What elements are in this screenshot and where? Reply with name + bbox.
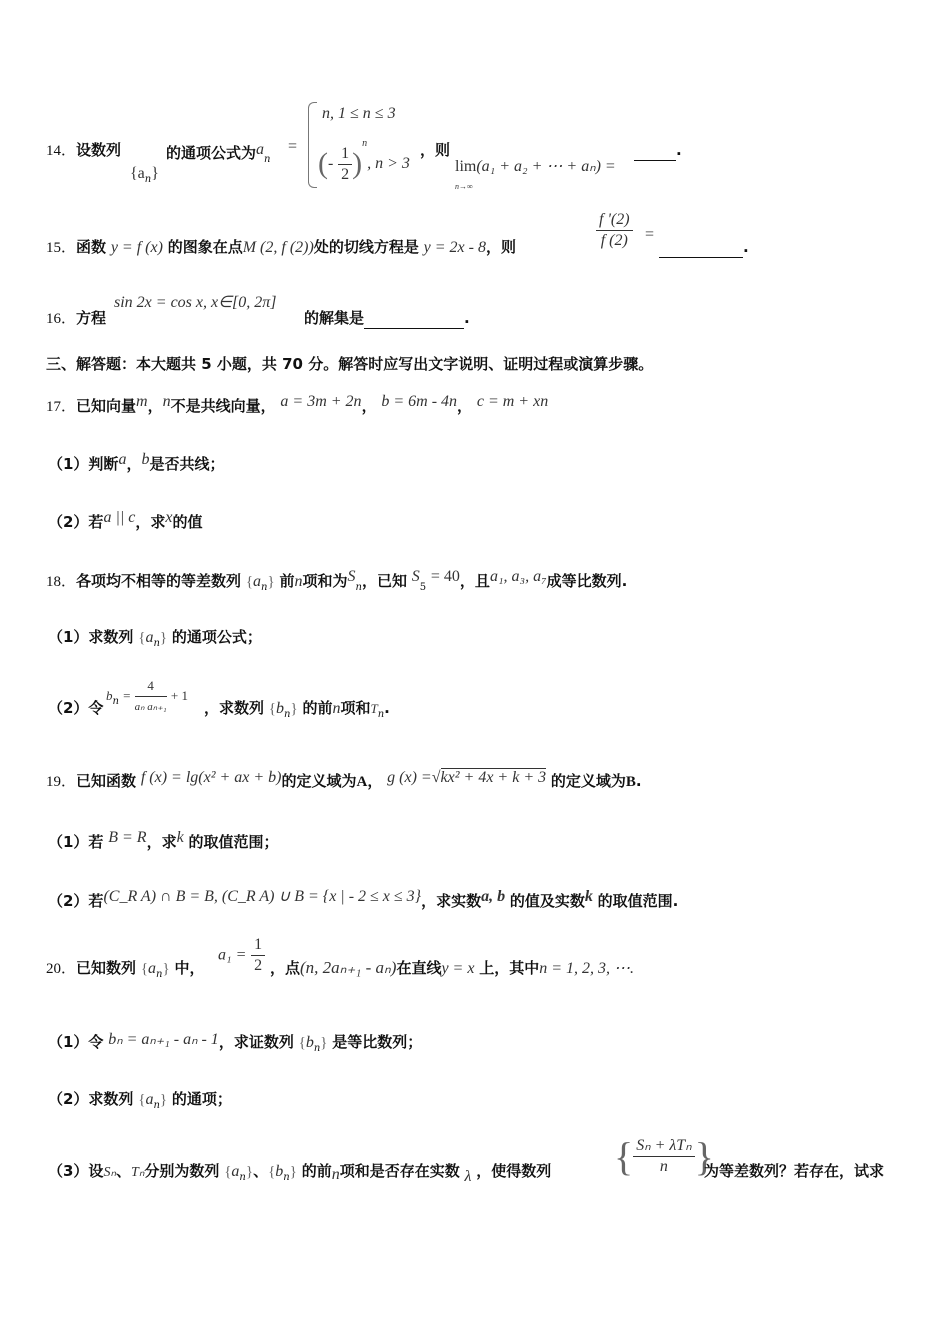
q14-case-2-fraction [338,144,352,185]
q20-nset: n = 1, 2, 3, ⋯. [539,960,635,977]
q15-answer-blank[interactable] [659,237,743,258]
q17-part-2-formula: a || c [103,509,136,526]
q15-text-3: 处的切线方程是 [313,238,419,256]
q18-Sn: S [347,568,356,585]
q20-text-5: 上，其中 [479,959,540,977]
q17-part-2: （2）若 [48,513,104,531]
q16-formula: sin 2x = cos x, x∈[0, 2π] [114,294,277,311]
q18-part-2-eq: = [123,688,131,703]
q20-text-4: 在直线 [396,959,442,977]
q14-end: . [676,141,682,159]
q19-set-A: A [356,774,368,790]
q18-p2-seq-sub: n [284,709,291,720]
q18-S5: S [411,568,420,585]
q19-part-2-formula: (C_R A) ∩ B = B, (C_R A) ∪ B = {x | - 2 ≤ x ≤ 3} [103,888,422,905]
q19-formula-g-radicand: kx² + 4x + k + 3 [440,769,547,786]
q20-part-3-frac-top: Sₙ + λTₙ [633,1136,694,1157]
q17-part-2-text-1: ，求 [135,513,166,531]
q18-part-1-text: 的通项公式； [171,628,262,646]
q18-brace-close-icon: } [267,574,275,590]
q17-sep-1: ， [361,397,377,415]
q18-text-2: 前 [279,572,295,590]
q19-part-2-text-2: 的值及实数 [509,892,585,910]
q18-text-1: 各项均不相等的等差数列 [76,572,242,590]
q14-seq-sub: n [144,174,152,185]
q14-text-1: 设数列 [76,141,122,159]
q15-frac-top: f '(2) [596,210,633,231]
q18-part-2-n: n [332,700,341,717]
q20-part-3-text-1: 分别为数列 [144,1162,220,1180]
q20-part-3-text-5: 为等差数列？若存在，试求 [704,1162,885,1180]
q20-number: 20． [46,961,77,977]
q14-paren-close-icon: ) [352,147,363,180]
q19-formula-f: f (x) = lg(x² + ax + b) [140,769,282,786]
q20-p2-brace-open-icon: { [138,1092,146,1108]
q14-seq-close: } [151,165,159,182]
q20-p3-seq-a: a [231,1163,240,1180]
q20-a1: a₁ = [218,946,247,964]
q15-text-1: 函数 [76,238,107,256]
q20-part-3-fraction [633,1136,694,1177]
q20-seq-sub: n [156,969,163,980]
q14-case-2-num: 1 [338,144,352,165]
q17-part-2-text-2: 的值 [172,513,203,531]
q19-text-1: 已知函数 [76,772,137,790]
q15-text-2: 的图象在点 [167,238,243,256]
q17-number: 17． [46,399,77,415]
q20-part-2-text: 的通项； [171,1090,232,1108]
q15-formula-3: y = 2x - 8 [423,239,486,256]
q19-part-2: （2）若 [48,892,104,910]
q19-part-2-text-3: 的取值范围. [597,892,679,910]
q20-p3-seq-b: b [275,1163,284,1180]
q18-p1-brace-close-icon: } [159,630,168,646]
q16-text-2: 的解集是 [304,309,365,327]
q20-part-3-T: Tₙ [131,1165,145,1180]
q18-p2-seq: b [276,700,284,717]
q17-formula-c: c = m + xn [476,393,549,410]
q17-part-2-x: x [165,509,173,526]
q20-p1-seq-sub: n [313,1043,321,1054]
q20-p3-seq-a-sub: n [239,1172,246,1183]
q20-p3-seq-b-sub: n [283,1172,290,1183]
q14-paren-open-icon: ( [318,147,328,180]
q18-part-2-b-sub: n [112,696,119,707]
q18-seq: a [253,573,262,590]
q14-text-2: 的通项公式为 [166,144,257,162]
q14-case-1: n, 1 ≤ n ≤ 3 [322,105,396,122]
q19-part-1-text-2: 的取值范围； [188,833,279,851]
q18-number: 18． [46,574,77,590]
q19-sqrt-icon: √ [431,769,441,786]
q14-number: 14． [46,143,77,159]
q19-part-2-ab: a, b [481,888,506,905]
q19-part-1-formula: B = R [108,829,147,846]
q18-part-2-fraction [135,676,167,717]
q18-part-2-end: . [384,699,390,717]
q16-number: 16． [46,311,77,327]
q20-p2-seq-sub: n [153,1100,160,1111]
q14-case-brace [308,102,317,188]
q20-brace-open-icon: { [140,961,149,977]
q20-p3-brace-b-open-icon: { [268,1164,276,1180]
section-3-heading: 三、解答题：本大题共 5 小题，共 70 分。解答时应写出文字说明、证明过程或演算步骤。 [46,355,654,373]
q14-seq-open: {a [130,165,145,182]
q14-equals: = [288,138,298,155]
q18-part-1: （1）求数列 [48,628,134,646]
q20-part-1: （1）令 [48,1033,104,1051]
q20-p3-brace-a-open-icon: { [224,1164,232,1180]
q17-vector-n: n [162,393,171,410]
q19-part-1-text-1: ，求 [146,833,177,851]
q19-text-2: 的定义域为 [281,772,357,790]
q14-case-2-cond: , n > 3 [367,155,410,172]
q20-p1-brace-open-icon: { [298,1035,306,1051]
q18-part-2-text-3: 项和 [340,699,371,717]
q20-part-3-S: Sₙ [103,1165,117,1180]
q18-text-3: 项和为 [302,572,348,590]
q18-part-2-text-2: 的前 [302,699,333,717]
q14-lim-sub: n→∞ [455,182,473,191]
q17-vector-m: m [136,393,148,410]
q20-p3-frac-brace-open-icon: { [614,1133,634,1179]
q17-part-1-a: a [118,451,127,468]
q20-p2-brace-close-icon: } [159,1092,168,1108]
q19-comma: ， [367,772,383,790]
q18-part-2-T-sub: n [377,709,385,720]
q14-lim-expr: (a₁ + a₂ + ⋯ + aₙ) = [476,158,616,175]
q20-p3-frac-brace-close-icon: } [694,1133,714,1179]
q20-part-3-n: n [331,1166,340,1183]
q20-part-3-text-2: 的前 [301,1162,332,1180]
q18-S5-sub: 5 [419,582,427,593]
q18-part-2-plus: + 1 [170,688,188,703]
q20-part-3-text-3: 项和是否存在实数 [339,1162,460,1180]
q17-part-1-comma: ， [126,455,142,473]
q14-case-2-minus: - [328,155,334,172]
q17-part-1-text: 是否共线； [149,455,225,473]
q20-part-1-formula: bₙ = aₙ₊₁ - aₙ - 1 [108,1031,219,1048]
q17-comma: ， [147,397,163,415]
q18-p2-brace-open-icon: { [268,701,276,717]
q15-number: 15． [46,240,77,256]
q15-fraction [596,210,633,251]
q20-p1-brace-close-icon: } [320,1035,328,1051]
q18-text-4: ，已知 [361,572,407,590]
q17-sep-2: ， [457,397,473,415]
q20-part-2: （2）求数列 [48,1090,134,1108]
q15-formula-1: y = f (x) [110,239,163,256]
q20-part-3-dun: 、 [116,1162,132,1180]
q19-number: 19． [46,774,77,790]
q15-end: . [743,238,749,256]
q20-part-1-text-2: 是等比数列； [332,1033,423,1051]
q14-lim: lim [455,158,477,175]
q20-part-1-text-1: ，求证数列 [218,1033,294,1051]
q18-part-2-text-1: ，求数列 [204,699,265,717]
q18-terms: a₁, a₃, a₇ [489,568,547,585]
q20-text-3: ，点 [270,959,301,977]
q16-text-1: 方程 [76,309,107,327]
q18-text-6: 成等比数列. [546,572,628,590]
q18-p2-brace-close-icon: } [290,701,298,717]
q18-text-5: ，且 [459,572,490,590]
q17-text-2: 不是共线向量， [170,397,276,415]
q15-frac-bot: f (2) [600,232,628,249]
q14-answer-blank[interactable] [634,140,676,161]
q18-p1-brace-open-icon: { [138,630,146,646]
q20-part-3-dun-2: 、 [253,1162,269,1180]
q19-part-1: （1）若 [48,833,104,851]
q18-p1-seq-sub: n [153,638,160,649]
q20-part-3-lambda: λ [464,1168,472,1185]
q20-p1-seq: b [305,1034,314,1051]
q14-case-2-den: 2 [341,165,350,183]
q18-n: n [294,573,303,590]
q19-formula-g: g (x) = [387,769,432,786]
q18-part-2: （2）令 [48,699,104,717]
q17-formula-b: b = 6m - 4n [381,393,458,410]
q17-part-1-b: b [141,451,150,468]
q14-text-3: ，则 [420,141,451,159]
q20-a1-num: 1 [251,935,265,956]
q20-line: y = x [441,960,475,977]
q14-case-2-exp: n [362,138,368,149]
q20-seq: a [148,960,157,977]
q20-p3-brace-a-close-icon: } [245,1164,254,1180]
q20-text-1: 已知数列 [76,959,137,977]
q15-formula-2: M (2, f (2)) [242,239,314,256]
q19-text-3: 的定义域为 [550,772,626,790]
q18-part-2-T: T [370,701,378,716]
q15-equals: = [645,226,655,243]
q20-part-3: （3）设 [48,1162,104,1180]
q15-text-4: ，则 [485,238,516,256]
q20-brace-close-icon: } [162,961,170,977]
q19-set-B: B [625,774,636,790]
q18-part-2-den: aₙ aₙ₊₁ [134,701,167,713]
q16-end: . [464,309,470,327]
q19-part-1-k: k [176,829,184,846]
q20-text-2: 中， [174,959,205,977]
q16-answer-blank[interactable] [364,308,464,329]
q19-end: . [635,772,642,790]
q20-p2-seq: a [145,1091,154,1108]
q20-point: (n, 2aₙ₊₁ - aₙ) [300,958,397,977]
q19-part-2-k: k [584,888,593,905]
q20-part-3-frac-bot: n [659,1158,668,1175]
q18-p1-seq: a [145,629,154,646]
q17-formula-a: a = 3m + 2n [280,393,362,410]
q14-an: a [256,141,265,158]
q18-part-2-b: b [106,688,113,703]
q18-seq-sub: n [261,582,268,593]
q20-a1-den: 2 [254,957,263,974]
q18-S5-value: = 40 [430,568,460,585]
q14-an-sub: n [264,154,271,165]
q18-brace-open-icon: { [245,574,254,590]
q17-text-1: 已知向量 [76,397,137,415]
q20-part-3-text-4: ，使得数列 [476,1162,552,1180]
q20-a1-fraction [251,935,265,976]
q18-part-2-num: 4 [135,676,167,697]
q20-p3-brace-b-close-icon: } [289,1164,297,1180]
q18-Sn-sub: n [355,582,362,593]
q19-part-2-text-1: ，求实数 [421,892,482,910]
q17-part-1: （1）判断 [48,455,119,473]
